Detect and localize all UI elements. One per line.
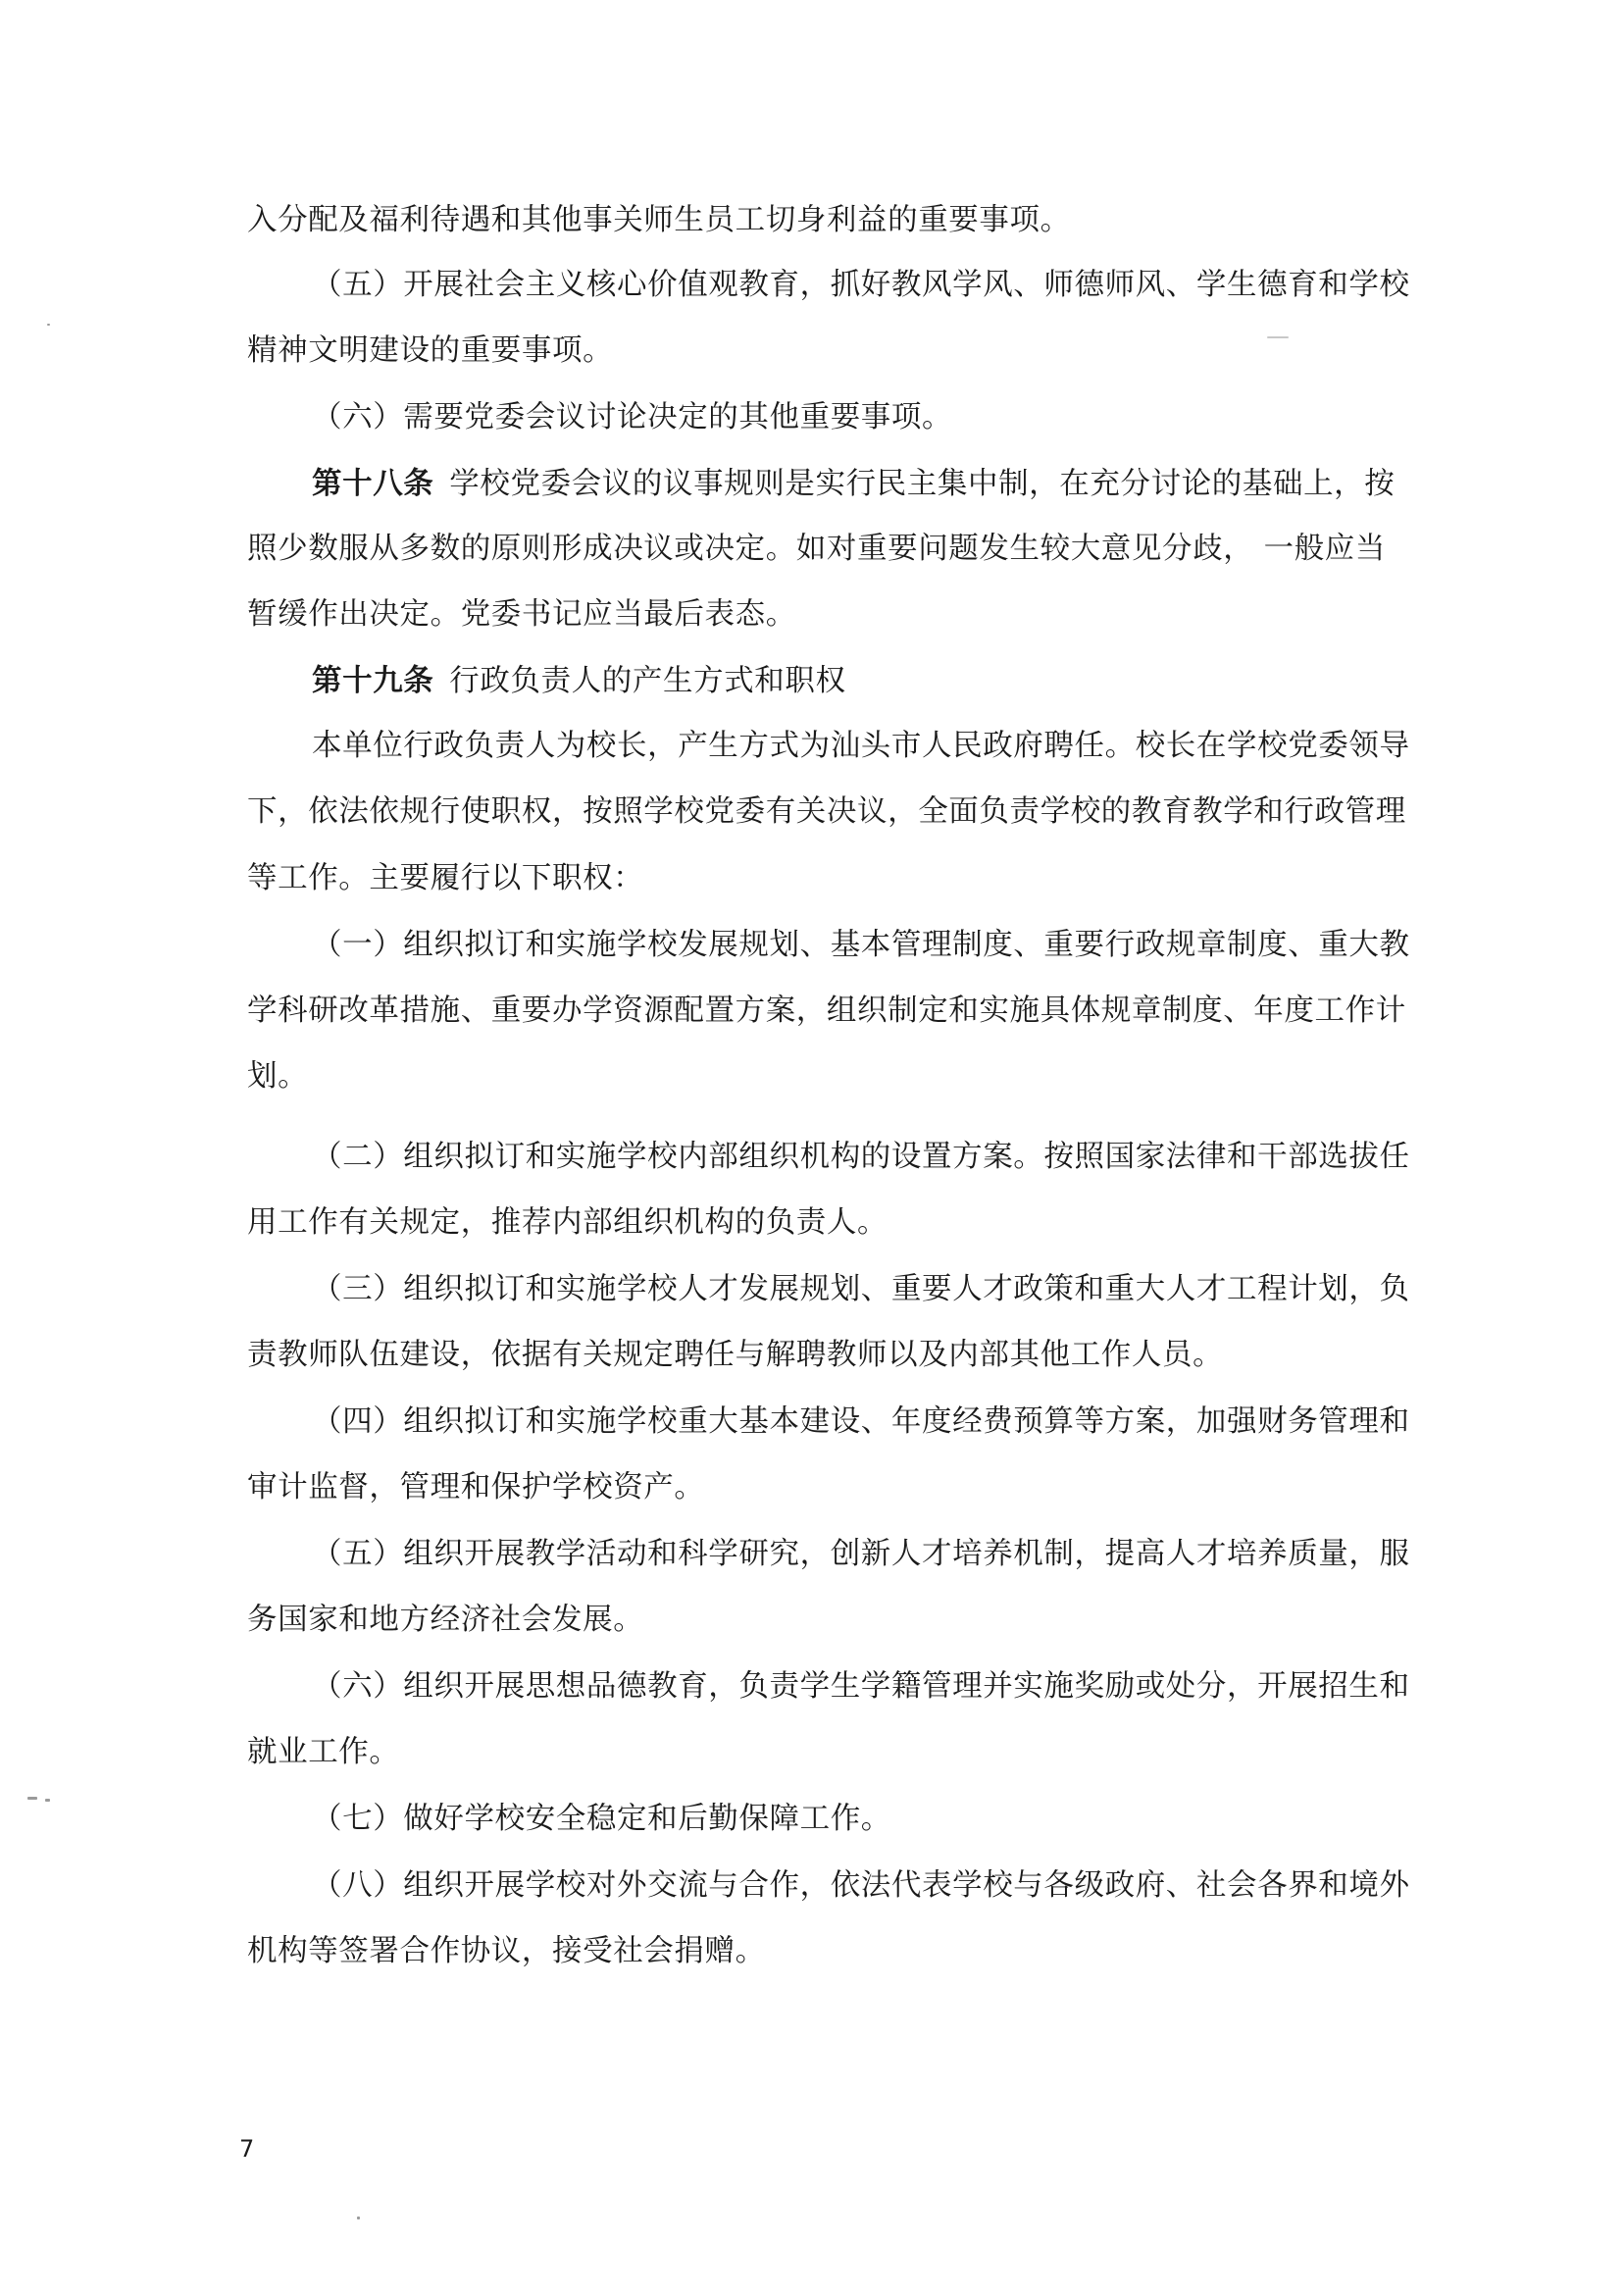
scan-speck (47, 324, 50, 326)
paragraph-line: 就业工作。 (247, 1735, 400, 1769)
paragraph-line: 务国家和地方经济社会发展。 (247, 1603, 644, 1637)
paragraph-line: 下，依法依规行使职权，按照学校党委有关决议，全面负责学校的教育教学和行政管理 (247, 794, 1406, 829)
article-heading: 第十八条 (312, 466, 434, 501)
paragraph-line: 用工作有关规定，推荐内部组织机构的负责人。 (247, 1205, 888, 1240)
paragraph-line: （五）开展社会主义核心价值观教育，抓好教风学风、师德师风、学生德育和学校 (312, 268, 1410, 302)
paragraph-line: （六）需要党委会议讨论决定的其他重要事项。 (312, 400, 953, 434)
paragraph-line: 暂缓作出决定。党委书记应当最后表态。 (247, 597, 796, 632)
paragraph-line: 等工作。主要履行以下职权： (247, 861, 644, 895)
paragraph-line: 照少数服从多数的原则形成决议或决定。如对重要问题发生较大意见分歧， 一般应当 (247, 532, 1386, 566)
paragraph-line: （一）组织拟订和实施学校发展规划、基本管理制度、重要行政规章制度、重大教 (312, 928, 1410, 962)
paragraph-line: 划。 (247, 1059, 309, 1094)
article-line (312, 464, 1396, 504)
scan-speck (45, 1799, 50, 1802)
paragraph-line: （六）组织开展思想品德教育，负责学生学籍管理并实施奖励或处分，开展招生和 (312, 1669, 1410, 1704)
article-text: 行政负责人的产生方式和职权 (449, 664, 846, 698)
paragraph-line: （三）组织拟订和实施学校人才发展规划、重要人才政策和重大人才工程计划，负 (312, 1272, 1410, 1306)
paragraph-line: 审计监督，管理和保护学校资产。 (247, 1470, 705, 1504)
article-heading: 第十九条 (312, 663, 434, 698)
paragraph-line: （二）组织拟订和实施学校内部组织机构的设置方案。按照国家法律和干部选拔任 (312, 1140, 1410, 1174)
paragraph-line: 机构等签署合作协议，接受社会捐赠。 (247, 1934, 766, 1968)
article-text: 学校党委会议的议事规则是实行民主集中制，在充分讨论的基础上，按 (449, 467, 1396, 501)
paragraph-line: （七）做好学校安全稳定和后勤保障工作。 (312, 1802, 891, 1836)
paragraph-line: （五）组织开展教学活动和科学研究，创新人才培养机制，提高人才培养质量，服 (312, 1537, 1410, 1571)
paragraph-line: （八）组织开展学校对外交流与合作，依法代表学校与各级政府、社会各界和境外 (312, 1868, 1410, 1903)
scan-speck (27, 1797, 37, 1800)
paragraph-line: 精神文明建设的重要事项。 (247, 333, 614, 368)
paragraph-line: 学科研改革措施、重要办学资源配置方案，组织制定和实施具体规章制度、年度工作计 (247, 994, 1406, 1028)
scan-speck (1267, 336, 1289, 338)
paragraph-line: 责教师队伍建设，依据有关规定聘任与解聘教师以及内部其他工作人员。 (247, 1338, 1224, 1372)
paragraph-line: 本单位行政负责人为校长，产生方式为汕头市人民政府聘任。校长在学校党委领导 (312, 729, 1410, 763)
paragraph-line: 入分配及福利待遇和其他事关师生员工切身利益的重要事项。 (247, 203, 1071, 237)
article-line (312, 661, 846, 701)
page-number: 7 (239, 2135, 255, 2163)
scan-speck (357, 2217, 360, 2219)
paragraph-line: （四）组织拟订和实施学校重大基本建设、年度经费预算等方案，加强财务管理和 (312, 1404, 1410, 1439)
